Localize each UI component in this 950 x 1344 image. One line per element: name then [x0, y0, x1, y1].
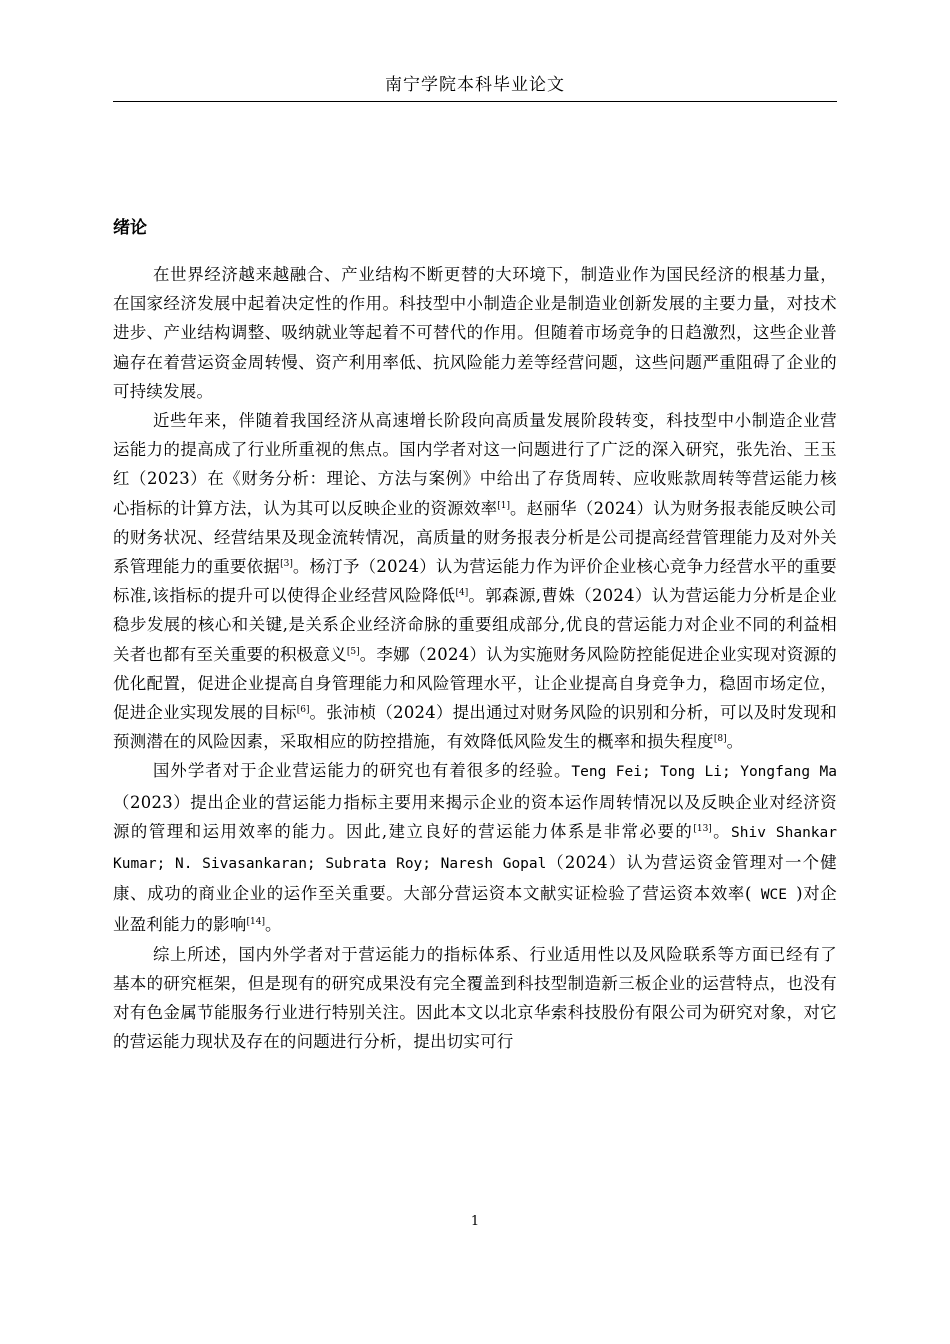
- running-header: 南宁学院本科毕业论文: [385, 75, 565, 95]
- paragraph-3-text: 。: [265, 915, 282, 935]
- paragraph-2-text: 。杨汀予（2024）认为营运能力作为评价企业核心竞争力经营水平的重要标准,该指标的提升可以使得企业经营风险降低: [113, 557, 837, 606]
- paragraph-4: 综上所述，国内外学者对于营运能力的指标体系、行业适用性以及风险联系等方面已经有了基本的研究框架，但是现有的研究成果没有完全覆盖到科技型制造新三板企业的运营特点，也没有对有色金属节能服务行业进行特别关注。因此本文以北京华索科技股份有限公司为研究对象，对它的营运能力现状及存在的问题进行分析，提出切实可行: [113, 944, 837, 1052]
- paragraph-2-text: 。张沛桢（2024）提出通过对财务风险的识别和分析，可以及时发现和预测潜在的风险因素，采取相应的防控措施，有效降低风险发生的概率和损失程度: [113, 703, 837, 752]
- citation-marker: [5]: [346, 646, 360, 657]
- paragraph-3-text: )对企业盈利能力的影响: [113, 884, 837, 935]
- citation-marker: [3]: [280, 559, 293, 570]
- paragraph-2: [113, 406, 837, 756]
- citation-marker: [1]: [497, 500, 511, 511]
- paragraph-3-text: 国外学者对于企业营运能力的研究也有着很多的经验。: [153, 761, 572, 781]
- paragraph-3-text: （2024）认为营运资金管理对一个健康、成功的商业企业的运作至关重要。大部分营运资本文献实证检验了营运资本效率(: [113, 853, 837, 904]
- citation-marker: [6]: [296, 705, 310, 716]
- citation-marker: [13]: [693, 823, 712, 834]
- paragraph-2-text: 。赵丽华（2024）认为财务报表能反映公司的财务状况、经营结果及现金流转情况，高质量的财务报表分析是公司提高经营管理能力及对外关系管理能力的重要依据: [113, 498, 837, 577]
- paragraph-3: [113, 756, 837, 939]
- paragraph-2-text: 近些年来，伴随着我国经济从高速增长阶段向高质量发展阶段转变，科技型中小制造企业营运能力的提高成了行业所重视的焦点。国内学者对这一问题进行了广泛的深入研究，张先治、王玉红（2023）在《财务分析：理论、方法与案例》中给出了存货周转、应收账款周转等营运能力核心指标的计算方法，认为其可以反映企业的资源效率: [113, 411, 837, 518]
- section-heading: 绪论: [113, 218, 147, 238]
- abbreviation: WCE: [751, 887, 797, 904]
- paragraph-2-text: 。郭森源,曹姝（2024）认为营运能力分析是企业稳步发展的核心和关键,是关系企业经济命脉的重要组成部分,优良的营运能力对企业不同的利益相关者也都有至关重要的积极意义: [113, 586, 837, 664]
- citation-marker: [4]: [455, 588, 469, 599]
- author-names: Teng Fei; Tong Li; Yongfang Ma: [571, 764, 837, 781]
- paragraph-1: 在世界经济越来越融合、产业结构不断更替的大环境下，制造业作为国民经济的根基力量，在国家经济发展中起着决定性的作用。科技型中小制造企业是制造业创新发展的主要力量，对技术进步、产业结构调整、吸纳就业等起着不可替代的作用。但随着市场竞争的日趋激烈，这些企业普遍存在着营运资金周转慢、资产利用率低、抗风险能力差等经营问题，这些问题严重阻碍了企业的可持续发展。: [113, 265, 837, 401]
- paragraph-3-text: 。: [711, 821, 731, 841]
- paragraph-2-text: 。李娜（2024）认为实施财务风险防控能促进企业实现对资源的优化配置，促进企业提高自身管理能力和风险管理水平，让企业提高自身竞争力，稳固市场定位，促进企业实现发展的目标: [113, 644, 838, 723]
- page-number: 1: [470, 1214, 480, 1229]
- paragraph-2-text: 。: [726, 732, 744, 752]
- citation-marker: [14]: [246, 917, 266, 928]
- author-names: Shiv Shankar Kumar; N. Sivasankaran; Subrata Roy; Naresh Gopal: [113, 824, 837, 873]
- header-divider: [113, 101, 837, 102]
- paragraph-3-text: （2023）提出企业的营运能力指标主要用来揭示企业的资本运作周转情况以及反映企业对经济资源的管理和运用效率的能力。因此,建立良好的营运能力体系是非常必要的: [113, 792, 837, 841]
- body-text: [113, 260, 837, 1056]
- citation-marker: [8]: [713, 734, 727, 745]
